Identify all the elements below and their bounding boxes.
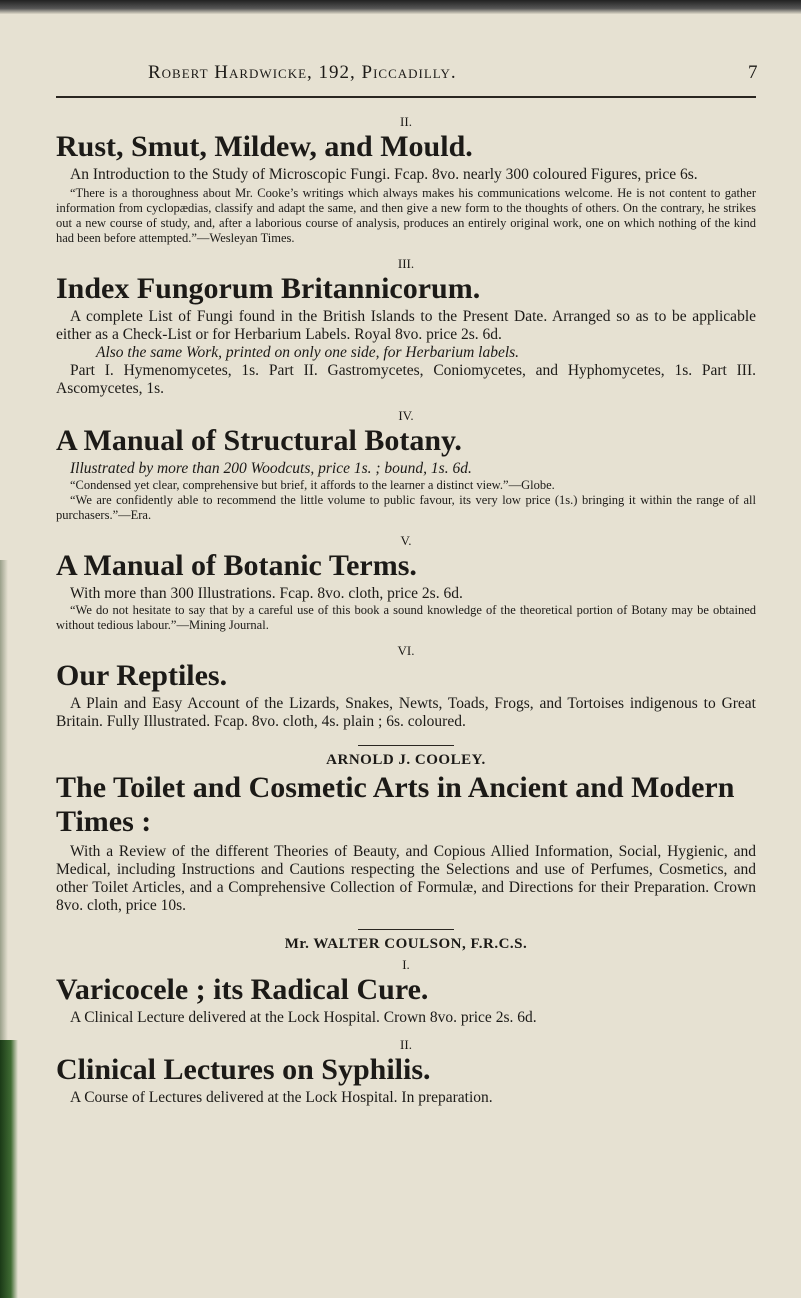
entry-description: An Introduction to the Study of Microscopic Fungi. Fcap. 8vo. nearly 300 coloured Figures, price 6s. (70, 166, 698, 183)
scan-gutter-shadow (0, 560, 8, 1040)
coulson-section (56, 936, 756, 1107)
review-quote: “Condensed yet clear, comprehensive but brief, it affords to the learner a distinct view.”—Globe. (70, 478, 555, 492)
entry-description: With more than 300 Illustrations. Fcap. 8vo. cloth, price 2s. 6d. (70, 585, 463, 602)
entry-description: A complete List of Fungi found in the British Islands to the Present Date. Arranged so as to be applicable either as a Check-List or for Herbarium Labels. Royal 8vo. price 2s. 6d. (56, 308, 756, 343)
entry-numeral: II. (400, 1037, 412, 1052)
catalogue-body (56, 114, 756, 1107)
entry-clinical-lectures (56, 1037, 756, 1107)
entry-description: A Clinical Lecture delivered at the Lock Hospital. Crown 8vo. price 2s. 6d. (70, 1009, 537, 1026)
entry-description: With a Review of the different Theories of Beauty, and Copious Allied Information, Social, Hygienic, and Medical, including Instructions and Cautions respecting the Selections and use of Perfumes, Cosmetics, and other Toilet Articles, and a Comprehensive Collection of Formulæ, and Directions for their Preparation. Crown 8vo. cloth, price 10s. (56, 843, 756, 914)
entry-varicocele (56, 957, 756, 1027)
cooley-section (56, 752, 756, 915)
entry-numeral: V. (400, 533, 412, 548)
entry-index-fungorum (56, 256, 756, 398)
entry-title: Rust, Smut, Mildew, and Mould. (56, 130, 473, 163)
entry-description: A Plain and Easy Account of the Lizards, Snakes, Newts, Toads, Frogs, and Tortoises indigenous to Great Britain. Fully Illustrated. Fcap. 8vo. cloth, 4s. plain ; 6s. coloured. (56, 695, 756, 730)
section-divider (358, 745, 454, 746)
page-number: 7 (748, 62, 758, 83)
section-divider (358, 929, 454, 930)
entry-numeral: I. (402, 957, 410, 972)
entry-title: A Manual of Botanic Terms. (56, 549, 417, 582)
entry-title: Varicocele ; its Radical Cure. (56, 973, 429, 1006)
entry-structural-botany (56, 408, 756, 523)
scan-top-edge (0, 0, 801, 14)
entry-botanic-terms (56, 533, 756, 633)
entry-title: Our Reptiles. (56, 659, 228, 692)
review-quote: “We do not hesitate to say that by a careful use of this book a sound knowledge of the theoretical portion of Botany may be obtained without tedious labour.”—Mining Journal. (56, 603, 756, 632)
entry-our-reptiles (56, 643, 756, 731)
entry-numeral: IV. (398, 408, 414, 423)
page-header (56, 62, 756, 104)
entry-numeral: III. (397, 256, 415, 271)
entry-title: The Toilet and Cosmetic Arts in Ancient and Modern Times : (56, 771, 735, 838)
review-quote: “There is a thoroughness about Mr. Cooke’s writings which always makes his communications welcome. He is not content to gather information from cyclopædias, classify and adapt the same, and then give a new form to the thoughts of others. On the contrary, he strikes out a new course of study, and, after a laborious course of analysis, produces an entirely original work, one on which nothing of the kind had been before attempted.”—Wesleyan Times. (56, 186, 756, 245)
entry-description: A Course of Lectures delivered at the Lock Hospital. In preparation. (70, 1089, 493, 1106)
entry-numeral: VI. (397, 643, 415, 658)
entry-note: Also the same Work, printed on only one side, for Herbarium labels. (96, 344, 520, 361)
entry-title: Clinical Lectures on Syphilis. (56, 1053, 431, 1086)
entry-numeral: II. (400, 114, 412, 129)
entry-title: A Manual of Structural Botany. (56, 424, 462, 457)
entry-description: Illustrated by more than 200 Woodcuts, price 1s. ; bound, 1s. 6d. (70, 460, 472, 477)
author-name: ARNOLD J. COOLEY. (326, 752, 486, 768)
running-head: Robert Hardwicke, 192, Piccadilly. (148, 62, 457, 83)
header-rule (56, 96, 756, 98)
book-binding-edge (0, 1040, 18, 1298)
review-quote: “We are confidently able to recommend the little volume to public favour, its very low price (1s.) bringing it within the range of all purchasers.”—Era. (56, 493, 756, 522)
entry-parts: Part I. Hymenomycetes, 1s. Part II. Gastromycetes, Coniomycetes, and Hyphomycetes, 1s. Part III. Ascomycetes, 1s. (56, 362, 756, 397)
author-name: Mr. WALTER COULSON, F.R.C.S. (284, 936, 528, 952)
entry-title: Index Fungorum Britannicorum. (56, 272, 481, 305)
entry-rust-smut (56, 114, 756, 246)
